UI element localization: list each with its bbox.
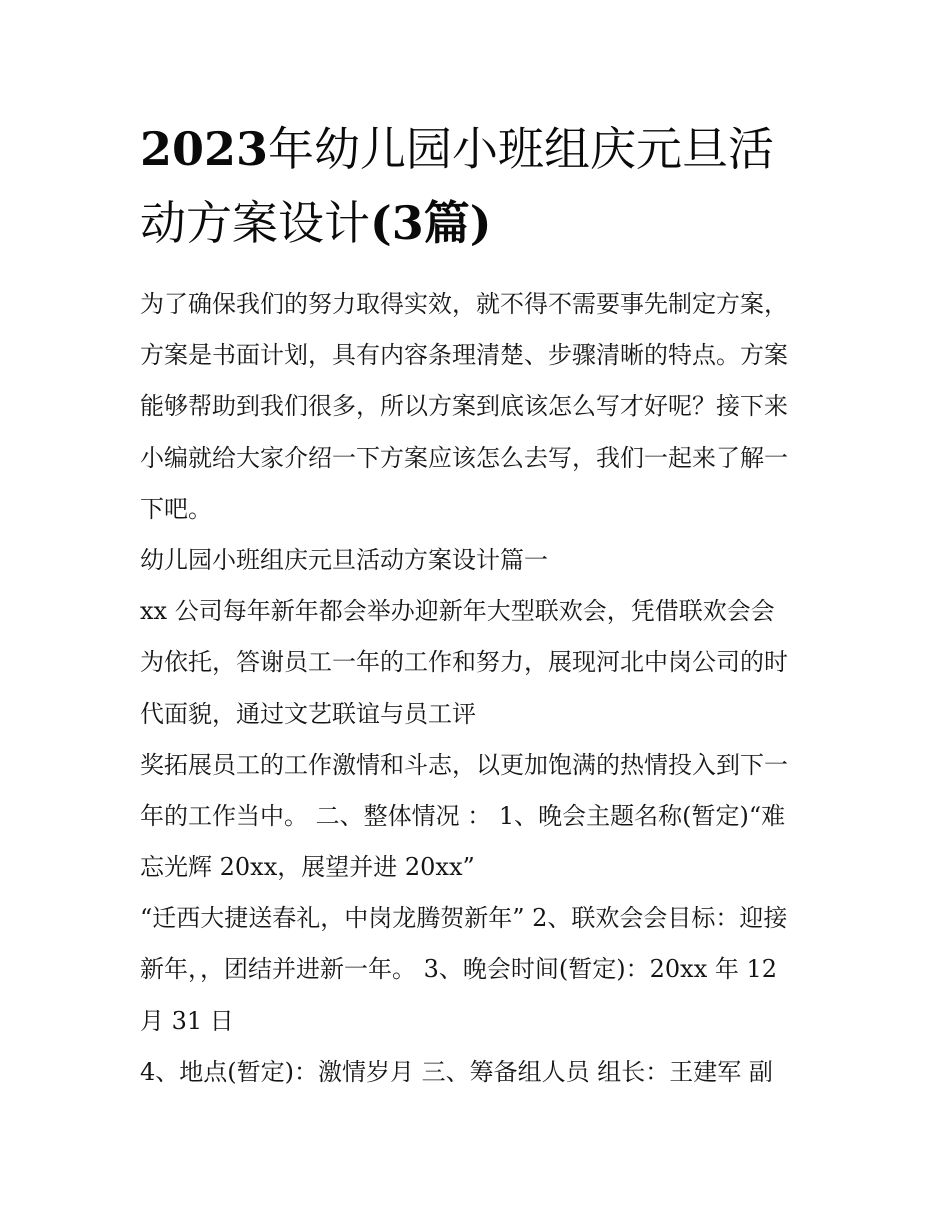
title-count-open: (3 — [370, 196, 424, 250]
body-line: xx 公司每年新年都会举办迎新年大型联欢会，凭借联欢会会 — [140, 597, 775, 626]
title-line-1-text: 年幼儿园小班组庆元旦活 — [268, 122, 775, 176]
body-line: 忘光辉 20xx，展望并进 20xx” — [140, 853, 475, 882]
title-year: 2023 — [140, 122, 269, 176]
body-line: 下吧。 — [140, 494, 212, 523]
body-line: 小编就给大家介绍一下方案应该怎么去写，我们一起来了解一 — [140, 443, 788, 472]
body-line: 4、地点(暂定)：激情岁月 三、筹备组人员 组长：王建军 副 — [140, 1057, 773, 1086]
body-line: 为依托，答谢员工一年的工作和努力，展现河北中岗公司的时 — [140, 648, 788, 677]
body-line: 新年，，团结并进新一年。 3、晚会时间(暂定)：20xx 年 12 — [140, 955, 778, 984]
body-line: 代面貌，通过文艺联谊与员工评 — [140, 699, 476, 728]
title-line-2 — [140, 186, 820, 260]
body-line: 奖拓展员工的工作激情和斗志，以更加饱满的热情投入到下一 — [140, 750, 788, 779]
title-line-2-text: 动方案设计 — [140, 196, 370, 250]
document-body — [140, 279, 830, 1098]
title-count-word: 篇 — [423, 196, 470, 250]
section-heading: 幼儿园小班组庆元旦活动方案设计篇一 — [140, 545, 548, 574]
body-line: 方案是书面计划，具有内容条理清楚、步骤清晰的特点。方案 — [140, 341, 788, 370]
document-title — [140, 112, 820, 260]
body-line: 能够帮助到我们很多，所以方案到底该怎么写才好呢？接下来 — [140, 392, 788, 421]
body-line: 年的工作当中。 二、整体情况 ： 1、晚会主题名称(暂定)“难 — [140, 801, 786, 830]
title-count-close: ) — [469, 196, 492, 250]
body-line: “迁西大捷送春礼，中岗龙腾贺新年” 2、联欢会会目标：迎接 — [140, 904, 788, 933]
body-line: 为了确保我们的努力取得实效，就不得不需要事先制定方案， — [140, 290, 788, 318]
title-line-1 — [140, 112, 820, 186]
body-line: 月 31 日 — [140, 1006, 234, 1035]
